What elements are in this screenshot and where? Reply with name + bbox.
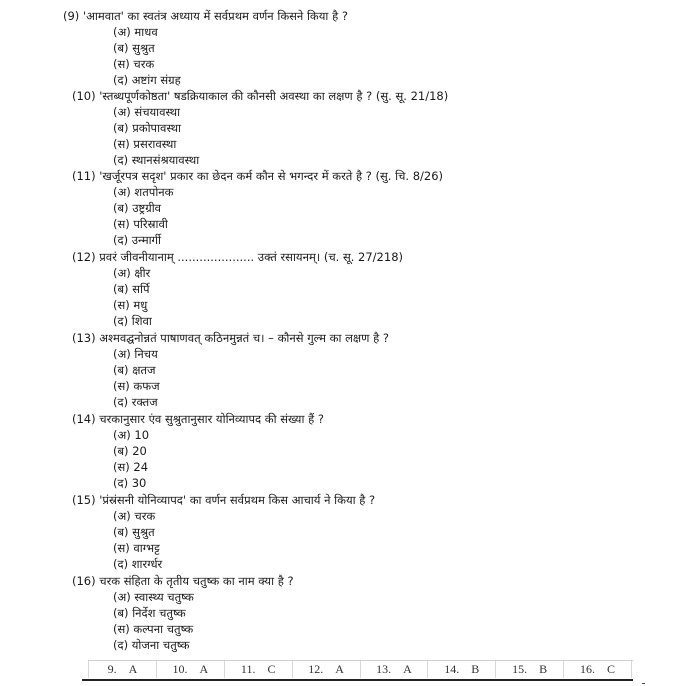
question-text xyxy=(72,249,403,265)
answer-option: (द) स्थानसंश्रयावस्था xyxy=(113,153,200,167)
answer-option: (स) प्रसरावस्था xyxy=(113,137,177,151)
question-number: (14) xyxy=(72,412,96,426)
answer-option: (ब) निर्देश चतुष्क xyxy=(113,606,186,620)
answer-option: (स) कल्पना चतुष्क xyxy=(113,622,194,636)
answer-option: (ब) प्रकोपावस्था xyxy=(113,121,182,135)
question-text xyxy=(72,411,324,427)
question-number: (12) xyxy=(72,250,96,264)
question-number: (11) xyxy=(72,169,96,183)
question-number: (13) xyxy=(72,331,96,345)
answer-option: (अ) निचय xyxy=(113,347,158,361)
answer-number: 12. xyxy=(308,662,324,676)
answer-option: (अ) क्षीर xyxy=(113,266,151,280)
question-number: (9) xyxy=(63,9,80,23)
question-text xyxy=(63,8,348,24)
question-number: (16) xyxy=(72,574,96,588)
answer-value: B xyxy=(471,662,480,676)
answer-key-cell xyxy=(156,661,224,678)
page-mark xyxy=(642,683,645,684)
question-stem: प्रवरं जीवनीयानाम् ..................... उक्तं रसायनम्। (च. सू. 27/218) xyxy=(99,250,403,264)
answer-option: (द) शारर्ग्धर xyxy=(113,557,163,571)
answer-option: (अ) शतपोनक xyxy=(113,185,174,199)
question-text xyxy=(72,88,448,104)
answer-option: (अ) 10 xyxy=(113,428,150,442)
answer-option: (ब) 20 xyxy=(113,444,147,458)
question-stem: अश्मवद्घनोन्नतं पाषाणवत् कठिनमुन्नतं च। – कौनसे गुल्म का लक्षण है ? xyxy=(99,331,389,345)
answer-key-bottom-rule xyxy=(82,679,633,681)
answer-key-cell xyxy=(427,661,495,678)
answer-option: (स) मधु xyxy=(113,298,148,312)
answer-option: (द) योजना चतुष्क xyxy=(113,638,190,652)
answer-key-cell xyxy=(224,661,292,678)
question-number: (15) xyxy=(72,493,96,507)
answer-value: A xyxy=(335,662,344,676)
answer-option: (स) कफज xyxy=(113,379,160,393)
answer-value: A xyxy=(403,662,412,676)
answer-option: (अ) माधव xyxy=(113,25,158,39)
answer-option: (ब) क्षतज xyxy=(113,363,156,377)
answer-option: (द) शिवा xyxy=(113,314,152,328)
answer-option: (स) वाग्भट्ट xyxy=(113,541,160,555)
answer-key-cell xyxy=(563,661,632,678)
answer-key-table xyxy=(88,661,632,678)
answer-key-cell xyxy=(292,661,360,678)
answer-number: 14. xyxy=(444,662,460,676)
answer-option: (द) उन्मार्गी xyxy=(113,233,162,247)
question-stem: 'खर्जूरपत्र सदृश' प्रकार का छेदन कर्म कौन से भगन्दर में करते है ? (सु. चि. 8/26) xyxy=(99,169,444,183)
answer-value: B xyxy=(539,662,548,676)
answer-key-cell xyxy=(88,661,156,678)
answer-key-cell xyxy=(495,661,563,678)
answer-option: (ब) सुश्रुत xyxy=(113,41,155,55)
answer-option: (अ) चरक xyxy=(113,509,156,523)
question-stem: चरक संहिता के तृतीय चतुष्क का नाम क्या है ? xyxy=(99,574,294,588)
answer-option: (ब) सुश्रुत xyxy=(113,525,155,539)
answer-option: (स) परिस्रावी xyxy=(113,217,168,231)
question-stem: 'स्तब्धपूर्णकोष्ठता' षडक्रियाकाल की कौनसी अवस्था का लक्षण है ? (सु. सू. 21/18) xyxy=(99,89,449,103)
answer-number: 9. xyxy=(107,662,117,676)
question-stem: चरकानुसार एंव सुश्रुतानुसार योनिव्यापद की संख्या हैं ? xyxy=(99,412,324,426)
answer-value: A xyxy=(128,662,138,676)
answer-value: C xyxy=(607,662,616,676)
answer-option: (द) 30 xyxy=(113,476,147,490)
answer-number: 10. xyxy=(172,662,188,676)
answer-option: (ब) सर्पि xyxy=(113,282,150,296)
question-text xyxy=(72,573,294,589)
answer-value: C xyxy=(267,662,276,676)
answer-option: (ब) उष्ट्रग्रीव xyxy=(113,201,162,215)
answer-option: (द) रक्तज xyxy=(113,395,158,409)
question-stem: 'प्रंस्रंसनी योनिव्यापद' का वर्णन सर्वप्रथम किस आचार्य ने किया है ? xyxy=(99,493,376,507)
answer-number: 11. xyxy=(240,662,256,676)
question-stem: 'आमवात' का स्वतंत्र अध्याय में सर्वप्रथम वर्णन किसने किया है ? xyxy=(82,9,348,23)
answer-number: 13. xyxy=(376,662,392,676)
answer-option: (स) चरक xyxy=(113,57,155,71)
answer-option: (स) 24 xyxy=(113,460,149,474)
answer-number: 15. xyxy=(512,662,528,676)
question-text xyxy=(72,492,375,508)
answer-value: A xyxy=(199,662,209,676)
question-number: (10) xyxy=(72,89,96,103)
question-text xyxy=(72,330,389,346)
answer-option: (अ) संचयावस्था xyxy=(113,105,181,119)
question-text xyxy=(72,168,443,184)
answer-option: (अ) स्वास्थ्य चतुष्क xyxy=(113,590,194,604)
answer-key-cell xyxy=(360,661,428,678)
answer-number: 16. xyxy=(580,662,596,676)
answer-option: (द) अष्टांग संग्रह xyxy=(113,73,181,87)
